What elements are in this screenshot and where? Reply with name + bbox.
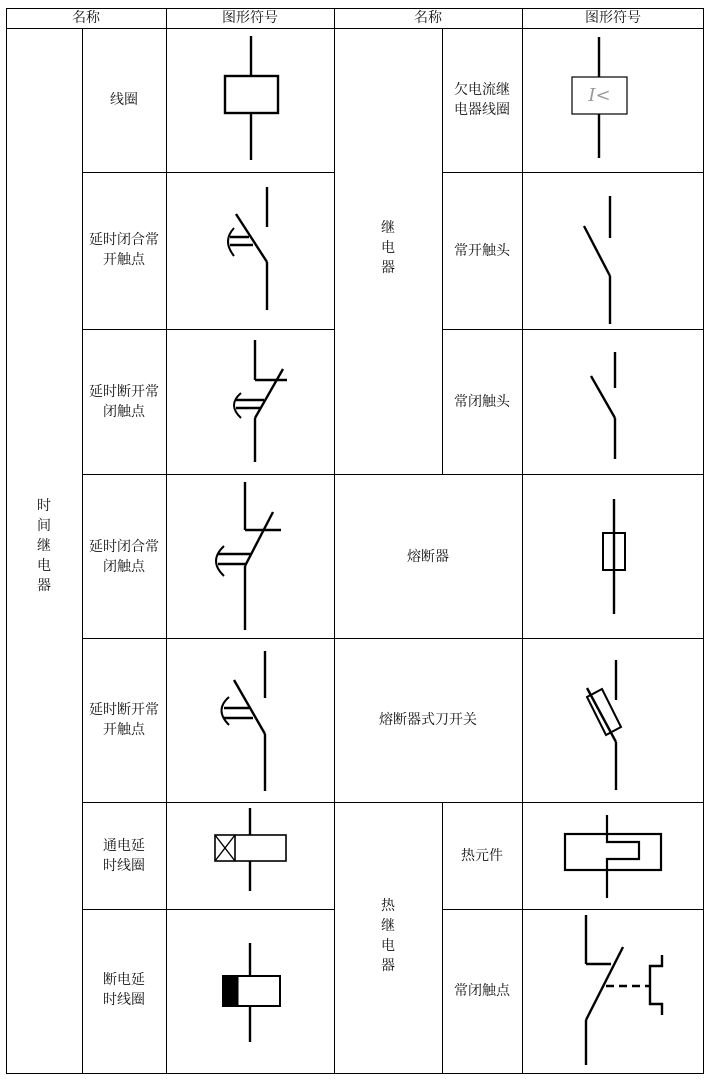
undercurrent-symbol-text: I< bbox=[588, 85, 611, 106]
header-name-right: 名称 bbox=[414, 10, 442, 26]
header-name-left: 名称 bbox=[72, 10, 100, 26]
delay-close-nc-contact-symbol bbox=[216, 482, 281, 630]
relay-group-label: 继 电 器 bbox=[381, 220, 395, 276]
nc-contact-label: 常闭触头 bbox=[454, 394, 510, 410]
delay-open-nc-contact-label: 延时断开常 闭触点 bbox=[89, 384, 159, 420]
coil-symbol bbox=[225, 36, 278, 160]
on-delay-coil-symbol bbox=[215, 808, 286, 891]
thermal-element-label: 热元件 bbox=[461, 848, 503, 864]
thermal-nc-contact-symbol bbox=[586, 915, 662, 1065]
header-symbol-left: 图形符号 bbox=[222, 10, 278, 26]
nc-contact-symbol bbox=[591, 352, 615, 459]
fuse-label: 熔断器 bbox=[407, 549, 449, 565]
delay-close-no-contact-symbol bbox=[228, 187, 267, 310]
time-relay-group-label: 时 间 继 电 器 bbox=[37, 498, 51, 594]
delay-close-no-contact-label: 延时闭合常 开触点 bbox=[89, 232, 159, 268]
time-relay-coil-label: 线圈 bbox=[110, 92, 138, 108]
off-delay-coil-symbol bbox=[223, 943, 280, 1042]
delay-open-nc-contact-symbol bbox=[234, 340, 287, 462]
off-delay-coil-label: 断电延 时线圈 bbox=[103, 972, 145, 1008]
no-contact-label: 常开触头 bbox=[454, 243, 510, 259]
fuse-switch-label: 熔断器式刀开关 bbox=[379, 712, 477, 728]
undercurrent-coil-label: 欠电流继 电器线圈 bbox=[454, 82, 510, 118]
delay-open-no-contact-label: 延时断开常 开触点 bbox=[89, 702, 159, 738]
fuse-switch-symbol bbox=[587, 660, 621, 790]
thermal-element-symbol bbox=[565, 815, 661, 898]
no-contact-symbol bbox=[584, 196, 610, 324]
delay-close-nc-contact-label: 延时闭合常 闭触点 bbox=[89, 539, 159, 575]
fuse-symbol bbox=[603, 499, 625, 614]
header-symbol-right: 图形符号 bbox=[585, 10, 641, 26]
thermal-nc-contact-label: 常闭触点 bbox=[454, 983, 510, 999]
delay-open-no-contact-symbol bbox=[222, 651, 266, 791]
thermal-relay-group-label: 热 继 电 器 bbox=[381, 898, 395, 974]
on-delay-coil-label: 通电延 时线圈 bbox=[103, 838, 145, 874]
